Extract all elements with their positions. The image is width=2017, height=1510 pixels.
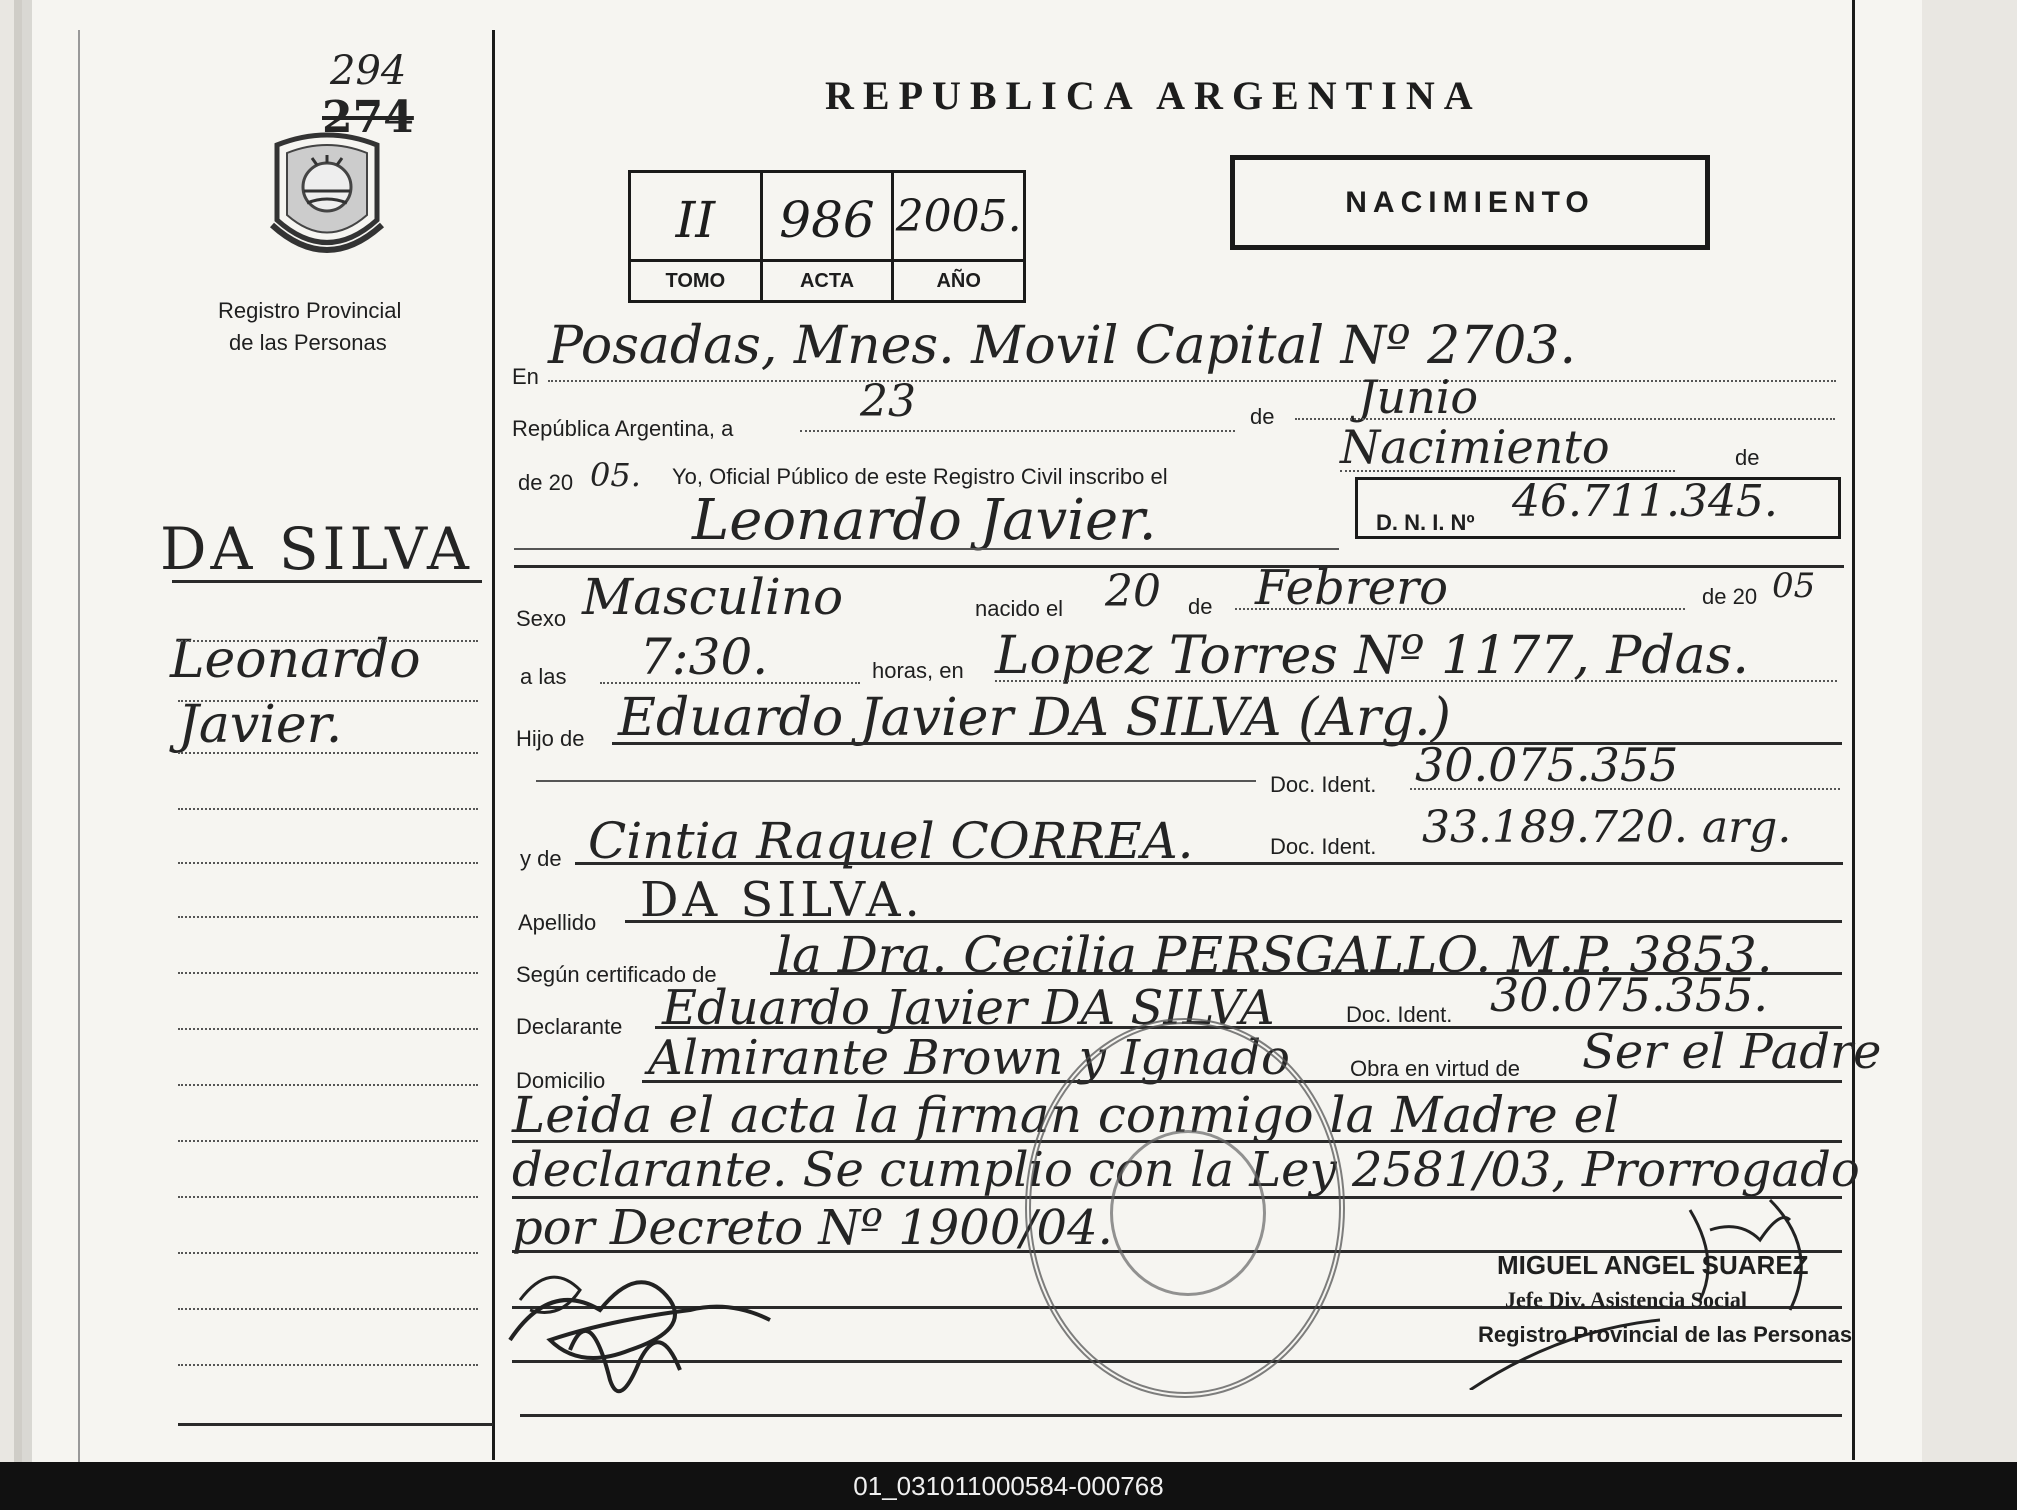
nacido-label: nacido el: [975, 596, 1064, 621]
birth-year-prefix-label: de 20: [1702, 584, 1758, 609]
margin-rule: [178, 1252, 478, 1254]
mother-line: [575, 862, 1843, 865]
father-value: Eduardo Javier DA SILVA (Arg.): [618, 688, 1451, 748]
book-reference-table: [628, 170, 1026, 303]
margin-rule: [178, 916, 478, 918]
official-title: Jefe Div. Asistencia Social: [1505, 1287, 1747, 1312]
sexo-label: Sexo: [516, 606, 567, 631]
doc-label-1: Doc. Ident.: [1270, 772, 1377, 797]
domicilio-value: Almirante Brown y Ignado: [648, 1030, 1290, 1086]
tomo-cell: [631, 173, 763, 300]
en-value: Posadas, Mnes. Movil Capital Nº 2703.: [548, 316, 1576, 376]
margin-rule: [178, 1196, 478, 1198]
record-type-box: [1230, 155, 1710, 250]
segun-value: la Dra. Cecilia PERSGALLO. M.P. 3853.: [776, 926, 1773, 984]
tomo-label: TOMO: [631, 259, 760, 300]
horas-label: horas, en: [872, 658, 964, 683]
hijo-label: Hijo de: [516, 726, 585, 751]
en-line: [548, 380, 1836, 382]
hour-value: 7:30.: [640, 628, 769, 686]
margin-rule: [178, 862, 478, 864]
margin-given-1: Leonardo: [170, 630, 421, 690]
mother-doc-value: 33.189.720. arg.: [1422, 802, 1792, 853]
apellido-label: Apellido: [518, 910, 597, 935]
sexo-value: Masculino: [582, 568, 844, 626]
official-public-signature: [490, 1240, 790, 1420]
margin-rule: [178, 1084, 478, 1086]
name-line: [514, 548, 1339, 550]
anio-cell: [894, 173, 1023, 300]
mother-value: Cintia Raquel CORREA.: [588, 812, 1194, 870]
day-line: [800, 430, 1235, 432]
left-border: [78, 30, 80, 1462]
place-value: Lopez Torres Nº 1177, Pdas.: [995, 626, 1749, 686]
de-label-2: de: [1735, 445, 1760, 470]
official-name: MIGUEL ANGEL SUAREZ: [1497, 1250, 1809, 1280]
republica-label: República Argentina, a: [512, 416, 734, 441]
birth-month-value: Febrero: [1255, 560, 1449, 616]
domicilio-label: Domicilio: [516, 1068, 606, 1093]
birth-day-value: 20: [1105, 566, 1161, 617]
stamp-emblem: [1110, 1130, 1266, 1296]
margin-surname-underline: [172, 580, 482, 583]
margin-rule: [178, 700, 478, 702]
margin-rule: [178, 972, 478, 974]
country-title: REPUBLICA ARGENTINA: [825, 73, 1482, 118]
right-border: [1852, 0, 1855, 1460]
father-doc-value: 30.075.355: [1415, 738, 1679, 792]
father-line-2: [536, 780, 1256, 782]
apellido-value: DA SILVA.: [640, 872, 924, 928]
margin-given-2: Javier.: [178, 695, 343, 755]
de-label-3: de: [1188, 594, 1213, 619]
coat-of-arms-misiones-icon: [262, 125, 392, 270]
en-label: En: [512, 364, 539, 389]
month-value: Junio: [1358, 370, 1479, 424]
yo-label: Yo, Oficial Público de este Registro Civil inscribo el: [672, 464, 1168, 489]
declarante-label: Declarante: [516, 1014, 623, 1039]
tomo-value: II: [675, 191, 716, 249]
father-doc-line: [1410, 788, 1840, 790]
note-line-1: Leida el acta la firman conmigo la Madre el: [512, 1086, 1620, 1144]
inscribo-value: Nacimiento: [1340, 420, 1610, 474]
file-id: 01_031011000584-000768: [853, 1471, 1164, 1501]
acta-label: ACTA: [763, 259, 892, 300]
anio-label: AÑO: [894, 259, 1023, 300]
birth-year-value: 05: [1772, 566, 1816, 606]
hour-line: [600, 682, 860, 684]
dni-value: 46.711.345.: [1512, 476, 1778, 527]
registry-line-1: Registro Provincial: [218, 298, 402, 323]
name-value: Leonardo Javier.: [692, 488, 1157, 553]
note-line-3: por Decreto Nº 1900/04.: [512, 1200, 1113, 1256]
margin-rule-bottom: [178, 1423, 493, 1426]
segun-label: Según certificado de: [516, 962, 717, 987]
official-office: Registro Provincial de las Personas: [1478, 1322, 1853, 1347]
day-value: 23: [860, 376, 916, 427]
anio-value: 2005.: [895, 191, 1022, 242]
obra-label: Obra en virtud de: [1350, 1056, 1520, 1081]
declarante-doc-value: 30.075.355.: [1490, 968, 1768, 1022]
doc-label-3: Doc. Ident.: [1346, 1002, 1453, 1027]
acta-value: 986: [779, 191, 875, 249]
apellido-line: [625, 920, 1842, 923]
margin-rule: [178, 808, 478, 810]
record-type: NACIMIENTO: [1345, 185, 1595, 219]
year-value: 05.: [590, 456, 641, 494]
margin-rule: [178, 1140, 478, 1142]
place-line: [995, 680, 1837, 682]
file-id-bar: [0, 1462, 2017, 1510]
page-number-crossed: 274: [322, 92, 414, 143]
dni-label: D. N. I. Nº: [1376, 510, 1475, 535]
margin-rule: [178, 752, 478, 754]
margin-rule: [178, 1028, 478, 1030]
birth-line: [1235, 608, 1685, 610]
margin-rule: [178, 640, 478, 642]
year-prefix-label: de 20: [518, 470, 574, 495]
obra-value: Ser el Padre: [1582, 1024, 1882, 1080]
yde-label: y de: [520, 846, 562, 871]
note-line-2: declarante. Se cumplio con la Ley 2581/03, Prorrogado: [512, 1142, 1860, 1198]
acta-cell: [763, 173, 895, 300]
de-label: de: [1250, 404, 1275, 429]
margin-rule: [178, 1364, 478, 1366]
alas-label: a las: [520, 664, 567, 689]
margin-surname: DA SILVA: [160, 515, 473, 583]
registry-line-2: de las Personas: [229, 330, 387, 355]
inscribo-line: [1340, 470, 1675, 472]
doc-label-2: Doc. Ident.: [1270, 834, 1377, 859]
margin-rule: [178, 1308, 478, 1310]
page-number: 294: [330, 48, 407, 94]
declarante-value: Eduardo Javier DA SILVA: [662, 980, 1275, 1036]
